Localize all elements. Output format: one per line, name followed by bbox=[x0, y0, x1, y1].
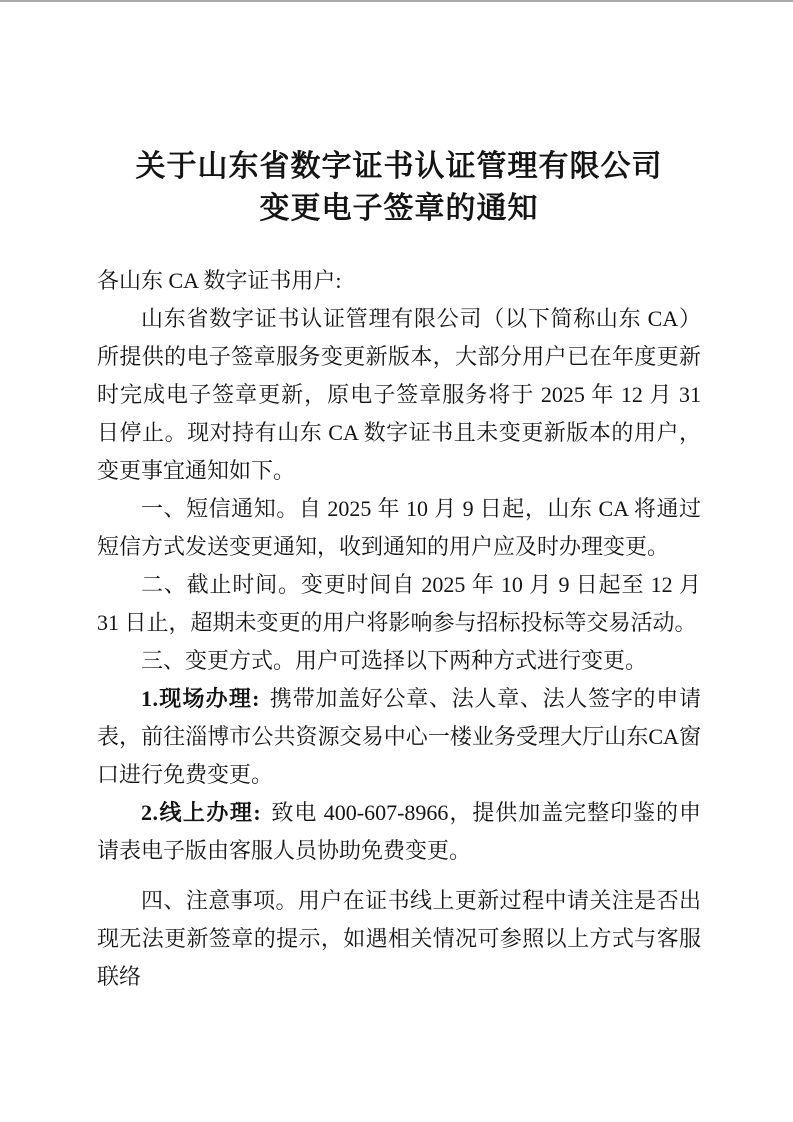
paragraph-method-online bbox=[97, 794, 701, 870]
paragraph-deadline: 二、截止时间。变更时间自 2025 年 10 月 9 日起至 12 月 31 日止，超期未变更的用户将影响参与招标投标等交易活动。 bbox=[97, 572, 701, 635]
paragraph-notes: 四、注意事项。用户在证书线上更新过程中请关注是否出现无法更新签章的提示，如遇相关情况可参照以上方式与客服联络 bbox=[97, 888, 701, 989]
method-online-label: 2.线上办理: bbox=[141, 800, 262, 825]
title-line-2: 变更电子签章的通知 bbox=[259, 192, 539, 225]
salutation: 各山东 CA 数字证书用户: bbox=[97, 268, 342, 293]
scan-edge-artifact bbox=[0, 0, 793, 2]
document-title bbox=[97, 146, 701, 230]
paragraph-change-methods: 三、变更方式。用户可选择以下两种方式进行变更。 bbox=[141, 648, 648, 673]
method-online-text: 致电 400-607-8966，提供加盖完整印鉴的申请表电子版由客服人员协助免费变更。 bbox=[97, 800, 702, 863]
paragraph-intro: 山东省数字证书认证管理有限公司（以下简称山东 CA）所提供的电子签章服务变更新版本，大部分用户已在年度更新时完成电子签章更新，原电子签章服务将于 2025 年 12 月 31 日停止。现对持有山东 CA 数字证书且未变更新版本的用户，变更事宜通知如下。 bbox=[97, 306, 701, 483]
paragraph-sms-notice: 一、短信通知。自 2025 年 10 月 9 日起，山东 CA 将通过短信方式发送变更通知，收到通知的用户应及时办理变更。 bbox=[97, 496, 701, 559]
method-onsite-label: 1.现场办理: bbox=[141, 686, 260, 711]
method-onsite-text: 携带加盖好公章、法人章、法人签字的申请表，前往淄博市公共资源交易中心一楼业务受理大厅山东CA窗口进行免费变更。 bbox=[97, 686, 701, 787]
paragraph-method-onsite bbox=[97, 680, 701, 794]
title-line-1: 关于山东省数字证书认证管理有限公司 bbox=[135, 150, 663, 183]
